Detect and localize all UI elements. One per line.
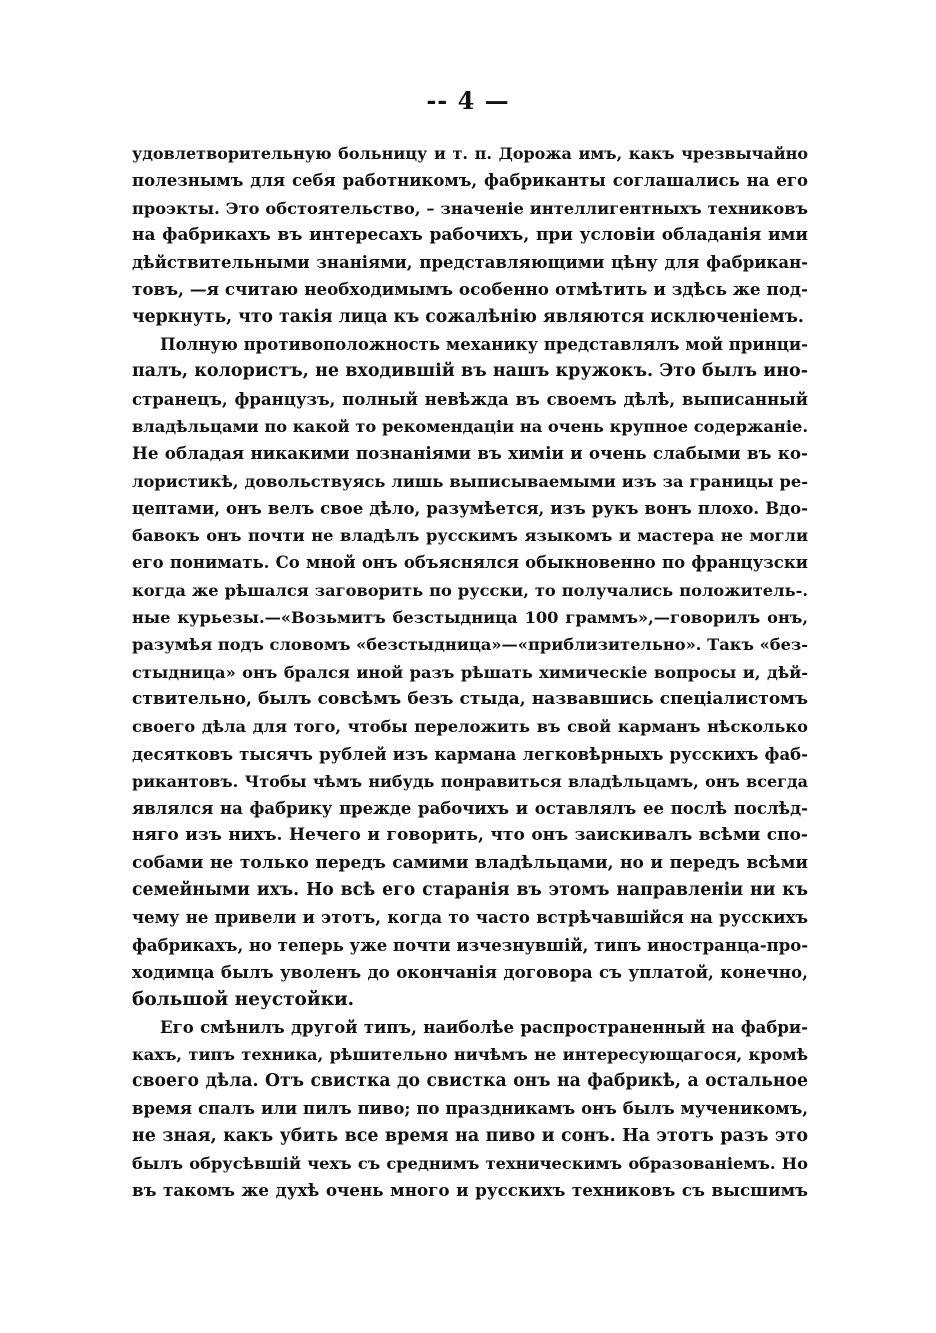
text-line: не зная, какъ убить все время на пиво и сонъ. На этотъ разъ это [132,1125,808,1146]
text-line: черкнуть, что такiя лица къ сожалѣнiю являются исключенiемъ. [132,306,804,327]
text-line: большой неустойки. [132,989,355,1011]
text-line: своего дѣла. Отъ свистка до свистка онъ на фабрикѣ, а остальное [132,1071,808,1092]
text-line: въ такомъ же духѣ очень много и русскихъ техниковъ съ высшимъ [132,1180,808,1201]
text-line: странецъ, французъ, полный невѣжда въ своемъ дѣлѣ, выписанный [132,389,808,409]
page-number: -- 4 — [426,86,510,115]
text-line: семейными ихъ. Но всѣ его старанiя въ этомъ направленiи ни къ [132,880,808,901]
text-line: время спалъ или пилъ пиво; по праздникамъ онъ былъ мученикомъ, [132,1099,808,1119]
text-line: Не обладая никакими познанiями въ химiи и очень слабыми въ ко- [132,443,808,464]
text-line: палъ, колористъ, не входившiй въ нашъ кружокъ. Это былъ ино- [132,361,808,382]
text-line: стыдница» онъ брался иной разъ рѣшать химическiе вопросы и, дѣй- [132,662,808,682]
text-line: удовлетворительную больницу и т. п. Дорожа имъ, какъ чрезвычайно [132,144,808,163]
text-line: десятковъ тысячъ рублей изъ кармана легковѣрныхъ русскихъ фаб- [132,744,808,764]
text-line: ные курьезы.—«Возьмитъ безстыдница 100 граммъ»,—говорилъ онъ, [132,608,808,628]
text-line: собами не только передъ самими владѣльцами, но и передъ всѣми [132,852,808,873]
text-line: являлся на фабрику прежде рабочихъ и оставлялъ ее послѣ послѣд- [132,799,808,819]
text-line: рикантовъ. Чтобы чѣмъ нибудь понравиться владѣльцамъ, онъ всегда [132,771,808,791]
text-line: дѣйствительными знанiями, представляющими цѣну для фабрикан- [132,253,808,273]
text-line: товъ, —я считаю необходимымъ особенно отмѣтить и здѣсь же под- [132,279,808,300]
text-line: владѣльцами по какой то рекомендацiи на очень крупное содержанiе. [132,416,808,436]
text-line: чему не привели и этотъ, когда то часто встрѣчавшiйся на русскихъ [132,908,808,928]
text-line: на фабрикахъ въ интересахъ рабочихъ, при условiи обладанiя ими [132,224,808,245]
text-line: былъ обрусѣвшiй чехъ съ среднимъ техническимъ образованiемъ. Но [132,1153,808,1173]
text-line: цептами, онъ велъ свое дѣло, разумѣется, изъ рукъ вонъ плохо. Вдо- [132,498,808,518]
text-line: ходимца былъ уволенъ до окончанiя договора съ уплатой, конечно, [132,961,808,982]
text-line: фабрикахъ, но теперь уже почти изчезнувшiй, типъ иностранца-про- [132,935,808,955]
text-line: своего дѣла для того, чтобы переложить въ свой карманъ нѣсколько [132,717,808,737]
text-line: ствительно, былъ совсѣмъ безъ стыда, назвавшись спецiалистомъ [132,688,808,709]
body-text [132,140,808,1205]
text-line: разумѣя подъ словомъ «безстыдница»—«приблизительно». Такъ «без- [132,635,808,655]
text-line: няго изъ нихъ. Нечего и говорить, что онъ заискивалъ всѣми спо- [132,825,808,846]
text-line: когда же рѣшался заговорить по русски, то получались положитель-. [132,580,808,600]
text-line: его понимать. Со мной онъ объяснялся обыкновенно по французски [132,553,808,573]
text-line: полезнымъ для себя работникомъ, фабриканты соглашались на его [132,171,808,191]
text-line: Полную противоположность механику представлялъ мой принци- [160,335,808,355]
text-line: кахъ, типъ техника, рѣшительно ничѣмъ не интересующагося, кромѣ [132,1044,808,1064]
text-line: Его смѣнилъ другой типъ, наиболѣе распространенный на фабри- [160,1017,808,1037]
text-line: бавокъ онъ почти не владѣлъ русскимъ языкомъ и мастера не могли [132,526,808,546]
text-line: лористикѣ, довольствуясь лишь выписываемыми изъ за границы ре- [132,471,808,491]
text-line: проэкты. Это обстоятельство, – значенiе интеллигентныхъ техниковъ [132,198,808,218]
